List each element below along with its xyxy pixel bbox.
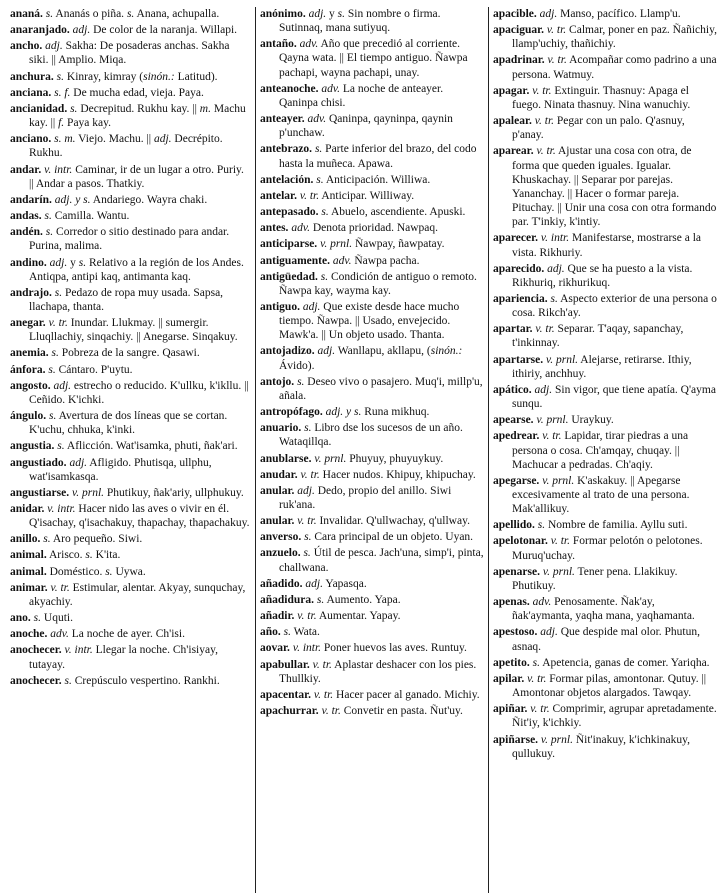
dictionary-entry: antiguamente. adv. Ñawpa pacha.	[260, 254, 420, 267]
dictionary-entry: apegarse. v. prnl. K'askakuy. || Apegarse excesivamente al trato de una persona. Mak'allikuy.	[493, 474, 690, 516]
dictionary-entry: animal. Doméstico. s. Uywa.	[10, 565, 146, 578]
dictionary-entry: apenas. adv. Penosamente. Ñak'ay, ñak'aymanta, yaqha mana, yaqhamanta.	[493, 596, 695, 623]
dictionary-entry: andrajo. s. Pedazo de ropa muy usada. Sapsa, llachapa, thanta.	[10, 286, 224, 313]
dictionary-entry: apilar. v. tr. Formar pilas, amontonar. Qutuy. || Amontonar objetos alargados. Tawqay.	[493, 672, 707, 700]
dictionary-entry: animar. v. tr. Estimular, alentar. Akyay, sunquchay, akyachiy.	[10, 581, 246, 608]
dictionary-entry: añadidura. s. Aumento. Yapa.	[260, 593, 401, 606]
dictionary-entry: antojadizo. adj. Wanllapu, akllapu, (sinón.: Ávido).	[260, 345, 463, 372]
dictionary-entry: anciano. s. m. Viejo. Machu. || adj. Decrépito. Rukhu.	[10, 133, 223, 160]
dictionary-entry: antigüedad. s. Condición de antiguo o remoto. Ñawpa kay, wayma kay.	[260, 270, 477, 297]
dictionary-entry: anillo. s. Aro pequeño. Siwi.	[10, 533, 143, 546]
dictionary-entry: ananá. s. Ananás o piña. s. Anana, achupalla.	[10, 8, 220, 20]
dictionary-entry: apalear. v. tr. Pegar con un palo. Q'asnuy, p'anay.	[493, 115, 685, 142]
dictionary-entry: apachurrar. v. tr. Convetir en pasta. Ñut'uy.	[260, 705, 463, 718]
dictionary-entry: anticiparse. v. prnl. Ñawpay, ñawpatay.	[260, 238, 445, 251]
dictionary-entry: angosto. adj. estrecho o reducido. K'ullku, k'ikllu. || Ceñido. K'ichki.	[10, 379, 249, 406]
dictionary-entry: antepasado. s. Abuelo, ascendiente. Apuski.	[260, 206, 466, 219]
dictionary-entry: andén. s. Corredor o sitio destinado para andar. Purina, malima.	[10, 226, 230, 253]
dictionary-entry: anoche. adv. La noche de ayer. Ch'isi.	[10, 628, 185, 641]
dictionary-entry: apacible. adj. Manso, pacífico. Llamp'u.	[493, 8, 681, 20]
dictionary-entry: andas. s. Camilla. Wantu.	[10, 210, 130, 223]
dictionary-entry: anteanoche. adv. La noche de anteayer. Qaninpa chisi.	[260, 82, 444, 109]
dictionary-entry: anublarse. v. prnl. Phuyuy, phuyuykuy.	[260, 452, 444, 465]
dictionary-entry: angustia. s. Aflicción. Wat'isamka, phuti, ñak'ari.	[10, 440, 238, 453]
dictionary-entry: apestoso. adj. Que despide mal olor. Phutun, asnaq.	[493, 626, 700, 653]
dictionary-entry: antelación. s. Anticipación. Williwa.	[260, 173, 431, 186]
dictionary-entry: antojo. s. Deseo vivo o pasajero. Muq'i, millp'u, añala.	[260, 375, 483, 402]
dictionary-entry: anemia. s. Pobreza de la sangre. Qasawi.	[10, 347, 200, 360]
dictionary-entry: anegar. v. tr. Inundar. Llukmay. || sumergir. Lluqllachiy, sinqachiy. || Anegarse. Sinqakuy.	[10, 317, 238, 344]
dictionary-entry: apartar. v. tr. Separar. T'aqay, sapanchay, t'inkinnay.	[493, 323, 684, 350]
dictionary-entry: antes. adv. Denota prioridad. Nawpaq.	[260, 222, 439, 235]
dictionary-entry: apartarse. v. prnl. Alejarse, retirarse. Ithiy, ithiriy, anchhuy.	[493, 353, 692, 380]
dictionary-entry: apellido. s. Nombre de familia. Ayllu suti.	[493, 519, 688, 532]
dictionary-entry: andarín. adj. y s. Andariego. Wayra chaki.	[10, 193, 208, 206]
column-3	[488, 7, 721, 893]
dictionary-entry: anónimo. adj. y s. Sin nombre o firma. Sutinnaq, mana sutiyuq.	[260, 8, 441, 35]
dictionary-entry: apaciguar. v. tr. Calmar, poner en paz. Ñañichiy, llamp'uchiy, thañichiy.	[493, 24, 717, 51]
dictionary-entry: antiguo. adj. Que existe desde hace mucho tiempo. Ñawpa. || Usado, envejecido. Mawk'a. || Un objeto usado. Thanta.	[260, 300, 460, 342]
dictionary-entry: andino. adj. y s. Relativo a la región de los Andes. Antiqpa, antipi kaq, antimanta kaq.	[10, 256, 244, 283]
dictionary-entry: anochecer. s. Crepúsculo vespertino. Rankhi.	[10, 674, 220, 687]
dictionary-entry: angustiado. adj. Afligido. Phutisqa, ullphu, wat'isamkasqa.	[10, 456, 212, 483]
dictionary-entry: añadido. adj. Yapasqa.	[260, 577, 367, 590]
dictionary-entry: aparecido. adj. Que se ha puesto a la vista. Rikhuriq, rikhurikuq.	[493, 262, 693, 289]
dictionary-entry: apacentar. v. tr. Hacer pacer al ganado. Michiy.	[260, 688, 480, 701]
dictionary-entry: apabullar. v. tr. Aplastar deshacer con los pies. Thullkiy.	[260, 658, 477, 685]
dictionary-entry: antebrazo. s. Parte inferior del brazo, del codo hasta la muñeca. Apawa.	[260, 143, 477, 170]
dictionary-entry: anular. adj. Dedo, propio del anillo. Siwi ruk'ana.	[260, 484, 452, 511]
dictionary-entry: ancianidad. s. Decrepitud. Rukhu kay. || m. Machu kay. || f. Paya kay.	[10, 102, 246, 130]
dictionary-entry: apariencia. s. Aspecto exterior de una persona o cosa. Rikch'ay.	[493, 292, 717, 320]
dictionary-entry: angustiarse. v. prnl. Phutikuy, ñak'ariy, ullphukuy.	[10, 486, 244, 499]
dictionary-entry: apenarse. v. prnl. Tener pena. Llakikuy. Phutikuy.	[493, 565, 678, 592]
dictionary-entry: apelotonar. v. tr. Formar pelotón o pelotones. Muruq'uchay.	[493, 535, 703, 562]
dictionary-entry: ánfora. s. Cántaro. P'uytu.	[10, 363, 133, 376]
dictionary-entry: anzuelo. s. Útil de pesca. Jach'una, simp'i, pinta, challwana.	[260, 547, 484, 574]
dictionary-entry: apiñarse. v. prnl. Ñit'inakuy, k'ichkinakuy, qullukuy.	[493, 733, 690, 760]
dictionary-entry: anuario. s. Libro dse los sucesos de un año. Wataqillqa.	[260, 422, 463, 449]
dictionary-entry: anidar. v. intr. Hacer nido las aves o vivir en él. Q'isachay, q'isachakuy, thapachay, thapachakuy.	[10, 503, 250, 530]
dictionary-entry: ancho. adj. Sakha: De posaderas anchas. Sakha siki. || Amplio. Miqa.	[10, 40, 230, 67]
dictionary-entry: anudar. v. tr. Hacer nudos. Khipuy, khipuchay.	[260, 468, 476, 481]
dictionary-entry: antropófago. adj. y s. Runa mikhuq.	[260, 406, 430, 419]
dictionary-entry: anaranjado. adj. De color de la naranja. Willapi.	[10, 24, 238, 37]
dictionary-entry: apático. adj. Sin vigor, que tiene apatía. Q'ayma sunqu.	[493, 383, 716, 411]
dictionary-entry: anciana. s. f. De mucha edad, vieja. Paya.	[10, 86, 204, 99]
dictionary-entry: apedrear. v. tr. Lapidar, tirar piedras a una persona o cosa. Ch'amqay, chuqay. || Machucar a pedradas. Ch'aqiy.	[493, 430, 689, 471]
dictionary-entry: aparecer. v. intr. Manifestarse, mostrarse a la vista. Rikhuriy.	[493, 232, 702, 259]
column-2	[255, 7, 488, 893]
column-1	[6, 7, 255, 893]
dictionary-entry: anochecer. v. intr. Llegar la noche. Ch'isiyay, tutayay.	[10, 644, 218, 671]
dictionary-entry: apadrinar. v. tr. Acompañar como padrino a una persona. Watmuy.	[493, 54, 717, 81]
dictionary-entry: aparear. v. tr. Ajustar una cosa con otra, de forma que queden iguales. Igualar. Khuskachay. || Separar por parejas. Yananchay. || Hacer o formar pareja. Pituchay. || Unir una cosa con otra formando par. T'inkiy, k'intiy.	[493, 145, 717, 229]
dictionary-entry: anular. v. tr. Invalidar. Q'ullwachay, q'ullway.	[260, 515, 470, 528]
dictionary-entry: apetito. s. Apetencia, ganas de comer. Yariqha.	[493, 656, 710, 669]
dictionary-entry: antaño. adv. Año que precedió al corriente. Qayna wata. || El tiempo antiguo. Ñawpa pachapi, wayna pachapi, unay.	[260, 38, 468, 79]
dictionary-entry: anteayer. adv. Qaninpa, qayninpa, qaynin p'unchaw.	[260, 113, 453, 140]
dictionary-entry: animal. Arisco. s. K'ita.	[10, 549, 121, 562]
dictionary-entry: apiñar. v. tr. Comprimir, agrupar apretadamente. Ñit'iy, k'ichkiy.	[493, 703, 717, 730]
dictionary-entry: anverso. s. Cara principal de un objeto. Uyan.	[260, 531, 474, 544]
dictionary-entry: anchura. s. Kinray, kimray (sinón.: Latitud).	[10, 70, 218, 83]
dictionary-entry: apearse. v. prnl. Uraykuy.	[493, 414, 614, 427]
dictionary-entry: andar. v. intr. Caminar, ir de un lugar a otro. Puriy. || Andar a pasos. Thatkiy.	[10, 163, 244, 190]
dictionary-entry: aovar. v. intr. Poner huevos las aves. Runtuy.	[260, 642, 467, 655]
dictionary-entry: antelar. v. tr. Anticipar. Williway.	[260, 189, 415, 202]
dictionary-entry: año. s. Wata.	[260, 626, 320, 639]
dictionary-entry: ano. s. Uquti.	[10, 612, 73, 625]
dictionary-entry: ángulo. s. Avertura de dos líneas que se cortan. K'uchu, chhuka, k'inki.	[10, 410, 228, 437]
dictionary-entry: añadir. v. tr. Aumentar. Yapay.	[260, 610, 401, 623]
dictionary-entry: apagar. v. tr. Extinguir. Thasnuy: Apaga el fuego. Ninata thasnuy. Nina wanuchiy.	[493, 84, 691, 111]
